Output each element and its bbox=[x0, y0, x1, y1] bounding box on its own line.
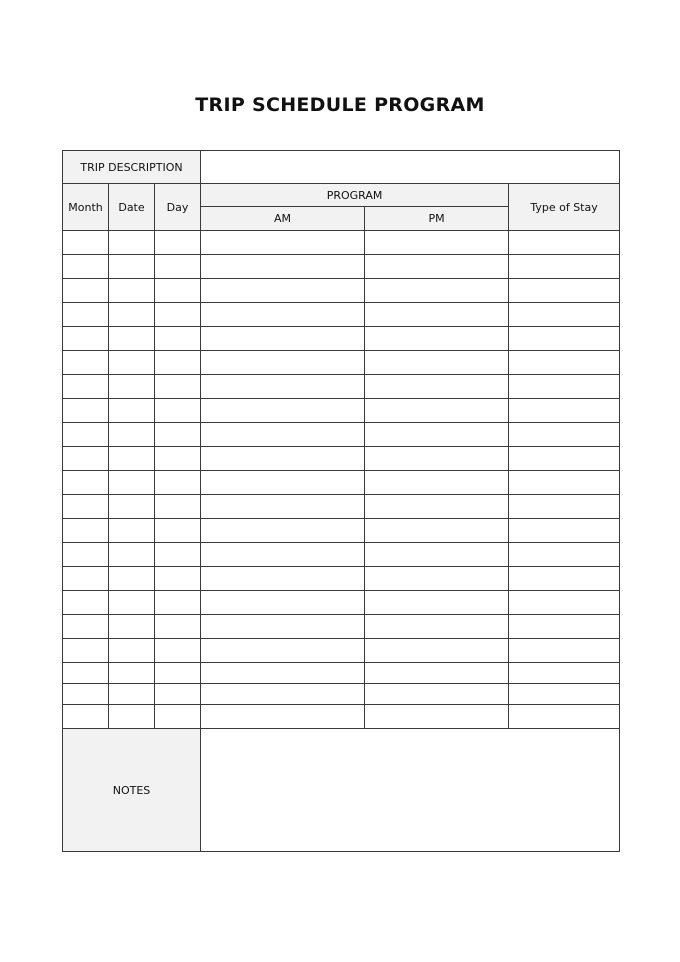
schedule-row bbox=[63, 303, 620, 327]
type-of-stay-cell[interactable] bbox=[509, 591, 620, 615]
am-cell[interactable] bbox=[201, 543, 365, 567]
day-cell[interactable] bbox=[155, 255, 201, 279]
day-cell[interactable] bbox=[155, 705, 201, 729]
date-cell[interactable] bbox=[109, 255, 155, 279]
month-cell[interactable] bbox=[63, 399, 109, 423]
pm-cell[interactable] bbox=[365, 423, 509, 447]
pm-cell[interactable] bbox=[365, 639, 509, 663]
month-cell[interactable] bbox=[63, 327, 109, 351]
schedule-row bbox=[63, 684, 620, 705]
pm-header: PM bbox=[365, 207, 509, 231]
date-cell[interactable] bbox=[109, 231, 155, 255]
month-cell[interactable] bbox=[63, 591, 109, 615]
am-cell[interactable] bbox=[201, 615, 365, 639]
type-of-stay-cell[interactable] bbox=[509, 615, 620, 639]
type-of-stay-cell[interactable] bbox=[509, 519, 620, 543]
date-cell[interactable] bbox=[109, 399, 155, 423]
type-of-stay-cell[interactable] bbox=[509, 567, 620, 591]
type-of-stay-cell[interactable] bbox=[509, 303, 620, 327]
month-cell[interactable] bbox=[63, 684, 109, 705]
month-cell[interactable] bbox=[63, 615, 109, 639]
date-cell[interactable] bbox=[109, 543, 155, 567]
schedule-row bbox=[63, 567, 620, 591]
am-cell[interactable] bbox=[201, 591, 365, 615]
pm-cell[interactable] bbox=[365, 303, 509, 327]
pm-cell[interactable] bbox=[365, 399, 509, 423]
am-cell[interactable] bbox=[201, 375, 365, 399]
date-cell[interactable] bbox=[109, 351, 155, 375]
pm-cell[interactable] bbox=[365, 615, 509, 639]
schedule-row bbox=[63, 351, 620, 375]
date-cell[interactable] bbox=[109, 279, 155, 303]
type-of-stay-cell[interactable] bbox=[509, 327, 620, 351]
day-cell[interactable] bbox=[155, 231, 201, 255]
month-cell[interactable] bbox=[63, 663, 109, 684]
schedule-row bbox=[63, 231, 620, 255]
am-cell[interactable] bbox=[201, 279, 365, 303]
trip-schedule-table bbox=[62, 150, 620, 852]
pm-cell[interactable] bbox=[365, 684, 509, 705]
type-of-stay-cell[interactable] bbox=[509, 705, 620, 729]
schedule-row bbox=[63, 255, 620, 279]
month-cell[interactable] bbox=[63, 471, 109, 495]
month-cell[interactable] bbox=[63, 375, 109, 399]
pm-cell[interactable] bbox=[365, 591, 509, 615]
day-cell[interactable] bbox=[155, 303, 201, 327]
day-cell[interactable] bbox=[155, 567, 201, 591]
month-cell[interactable] bbox=[63, 279, 109, 303]
pm-cell[interactable] bbox=[365, 375, 509, 399]
am-cell[interactable] bbox=[201, 639, 365, 663]
schedule-row bbox=[63, 471, 620, 495]
day-cell[interactable] bbox=[155, 279, 201, 303]
pm-cell[interactable] bbox=[365, 519, 509, 543]
program-header: PROGRAM bbox=[201, 184, 509, 207]
pm-cell[interactable] bbox=[365, 231, 509, 255]
date-cell[interactable] bbox=[109, 615, 155, 639]
date-cell[interactable] bbox=[109, 519, 155, 543]
am-cell[interactable] bbox=[201, 231, 365, 255]
type-of-stay-cell[interactable] bbox=[509, 471, 620, 495]
type-of-stay-cell[interactable] bbox=[509, 351, 620, 375]
type-of-stay-cell[interactable] bbox=[509, 663, 620, 684]
type-of-stay-header: Type of Stay bbox=[509, 184, 620, 231]
day-cell[interactable] bbox=[155, 543, 201, 567]
am-cell[interactable] bbox=[201, 351, 365, 375]
schedule-row bbox=[63, 495, 620, 519]
month-cell[interactable] bbox=[63, 639, 109, 663]
pm-cell[interactable] bbox=[365, 327, 509, 351]
am-cell[interactable] bbox=[201, 663, 365, 684]
day-cell[interactable] bbox=[155, 423, 201, 447]
schedule-row bbox=[63, 375, 620, 399]
day-cell[interactable] bbox=[155, 399, 201, 423]
pm-cell[interactable] bbox=[365, 567, 509, 591]
pm-cell[interactable] bbox=[365, 543, 509, 567]
schedule-row bbox=[63, 423, 620, 447]
type-of-stay-cell[interactable] bbox=[509, 399, 620, 423]
type-of-stay-cell[interactable] bbox=[509, 684, 620, 705]
pm-cell[interactable] bbox=[365, 495, 509, 519]
date-cell[interactable] bbox=[109, 303, 155, 327]
day-cell[interactable] bbox=[155, 519, 201, 543]
am-header: AM bbox=[201, 207, 365, 231]
schedule-row bbox=[63, 327, 620, 351]
month-cell[interactable] bbox=[63, 519, 109, 543]
month-cell[interactable] bbox=[63, 447, 109, 471]
day-cell[interactable] bbox=[155, 495, 201, 519]
pm-cell[interactable] bbox=[365, 705, 509, 729]
type-of-stay-cell[interactable] bbox=[509, 231, 620, 255]
date-cell[interactable] bbox=[109, 567, 155, 591]
type-of-stay-cell[interactable] bbox=[509, 255, 620, 279]
am-cell[interactable] bbox=[201, 705, 365, 729]
type-of-stay-cell[interactable] bbox=[509, 543, 620, 567]
type-of-stay-cell[interactable] bbox=[509, 495, 620, 519]
day-cell[interactable] bbox=[155, 447, 201, 471]
type-of-stay-cell[interactable] bbox=[509, 423, 620, 447]
pm-cell[interactable] bbox=[365, 447, 509, 471]
am-cell[interactable] bbox=[201, 447, 365, 471]
am-cell[interactable] bbox=[201, 495, 365, 519]
date-cell[interactable] bbox=[109, 447, 155, 471]
month-cell[interactable] bbox=[63, 495, 109, 519]
type-of-stay-cell[interactable] bbox=[509, 375, 620, 399]
am-cell[interactable] bbox=[201, 684, 365, 705]
schedule-row bbox=[63, 447, 620, 471]
date-cell[interactable] bbox=[109, 684, 155, 705]
date-cell[interactable] bbox=[109, 591, 155, 615]
notes-label: NOTES bbox=[63, 729, 201, 852]
date-cell[interactable] bbox=[109, 663, 155, 684]
am-cell[interactable] bbox=[201, 567, 365, 591]
day-cell[interactable] bbox=[155, 615, 201, 639]
day-cell[interactable] bbox=[155, 684, 201, 705]
day-cell[interactable] bbox=[155, 471, 201, 495]
schedule-row bbox=[63, 639, 620, 663]
trip-description-label: TRIP DESCRIPTION bbox=[63, 151, 201, 184]
day-cell[interactable] bbox=[155, 639, 201, 663]
day-cell[interactable] bbox=[155, 351, 201, 375]
am-cell[interactable] bbox=[201, 519, 365, 543]
type-of-stay-cell[interactable] bbox=[509, 447, 620, 471]
schedule-row bbox=[63, 279, 620, 303]
day-cell[interactable] bbox=[155, 375, 201, 399]
pm-cell[interactable] bbox=[365, 279, 509, 303]
type-of-stay-cell[interactable] bbox=[509, 639, 620, 663]
day-header: Day bbox=[155, 184, 201, 231]
trip-description-field[interactable] bbox=[201, 151, 620, 184]
date-cell[interactable] bbox=[109, 639, 155, 663]
notes-field[interactable] bbox=[201, 729, 620, 852]
pm-cell[interactable] bbox=[365, 663, 509, 684]
date-cell[interactable] bbox=[109, 327, 155, 351]
date-cell[interactable] bbox=[109, 375, 155, 399]
pm-cell[interactable] bbox=[365, 471, 509, 495]
am-cell[interactable] bbox=[201, 327, 365, 351]
month-cell[interactable] bbox=[63, 231, 109, 255]
schedule-row bbox=[63, 705, 620, 729]
am-cell[interactable] bbox=[201, 471, 365, 495]
am-cell[interactable] bbox=[201, 423, 365, 447]
date-cell[interactable] bbox=[109, 495, 155, 519]
day-cell[interactable] bbox=[155, 327, 201, 351]
month-header: Month bbox=[63, 184, 109, 231]
date-header: Date bbox=[109, 184, 155, 231]
date-cell[interactable] bbox=[109, 705, 155, 729]
month-cell[interactable] bbox=[63, 543, 109, 567]
pm-cell[interactable] bbox=[365, 255, 509, 279]
date-cell[interactable] bbox=[109, 423, 155, 447]
type-of-stay-cell[interactable] bbox=[509, 279, 620, 303]
day-cell[interactable] bbox=[155, 663, 201, 684]
page-title: TRIP SCHEDULE PROGRAM bbox=[195, 94, 485, 116]
month-cell[interactable] bbox=[63, 567, 109, 591]
date-cell[interactable] bbox=[109, 471, 155, 495]
schedule-row bbox=[63, 399, 620, 423]
pm-cell[interactable] bbox=[365, 351, 509, 375]
am-cell[interactable] bbox=[201, 399, 365, 423]
month-cell[interactable] bbox=[63, 255, 109, 279]
am-cell[interactable] bbox=[201, 303, 365, 327]
schedule-row bbox=[63, 519, 620, 543]
day-cell[interactable] bbox=[155, 591, 201, 615]
schedule-row bbox=[63, 615, 620, 639]
schedule-row bbox=[63, 663, 620, 684]
schedule-row bbox=[63, 591, 620, 615]
month-cell[interactable] bbox=[63, 351, 109, 375]
month-cell[interactable] bbox=[63, 303, 109, 327]
schedule-row bbox=[63, 543, 620, 567]
am-cell[interactable] bbox=[201, 255, 365, 279]
month-cell[interactable] bbox=[63, 423, 109, 447]
month-cell[interactable] bbox=[63, 705, 109, 729]
